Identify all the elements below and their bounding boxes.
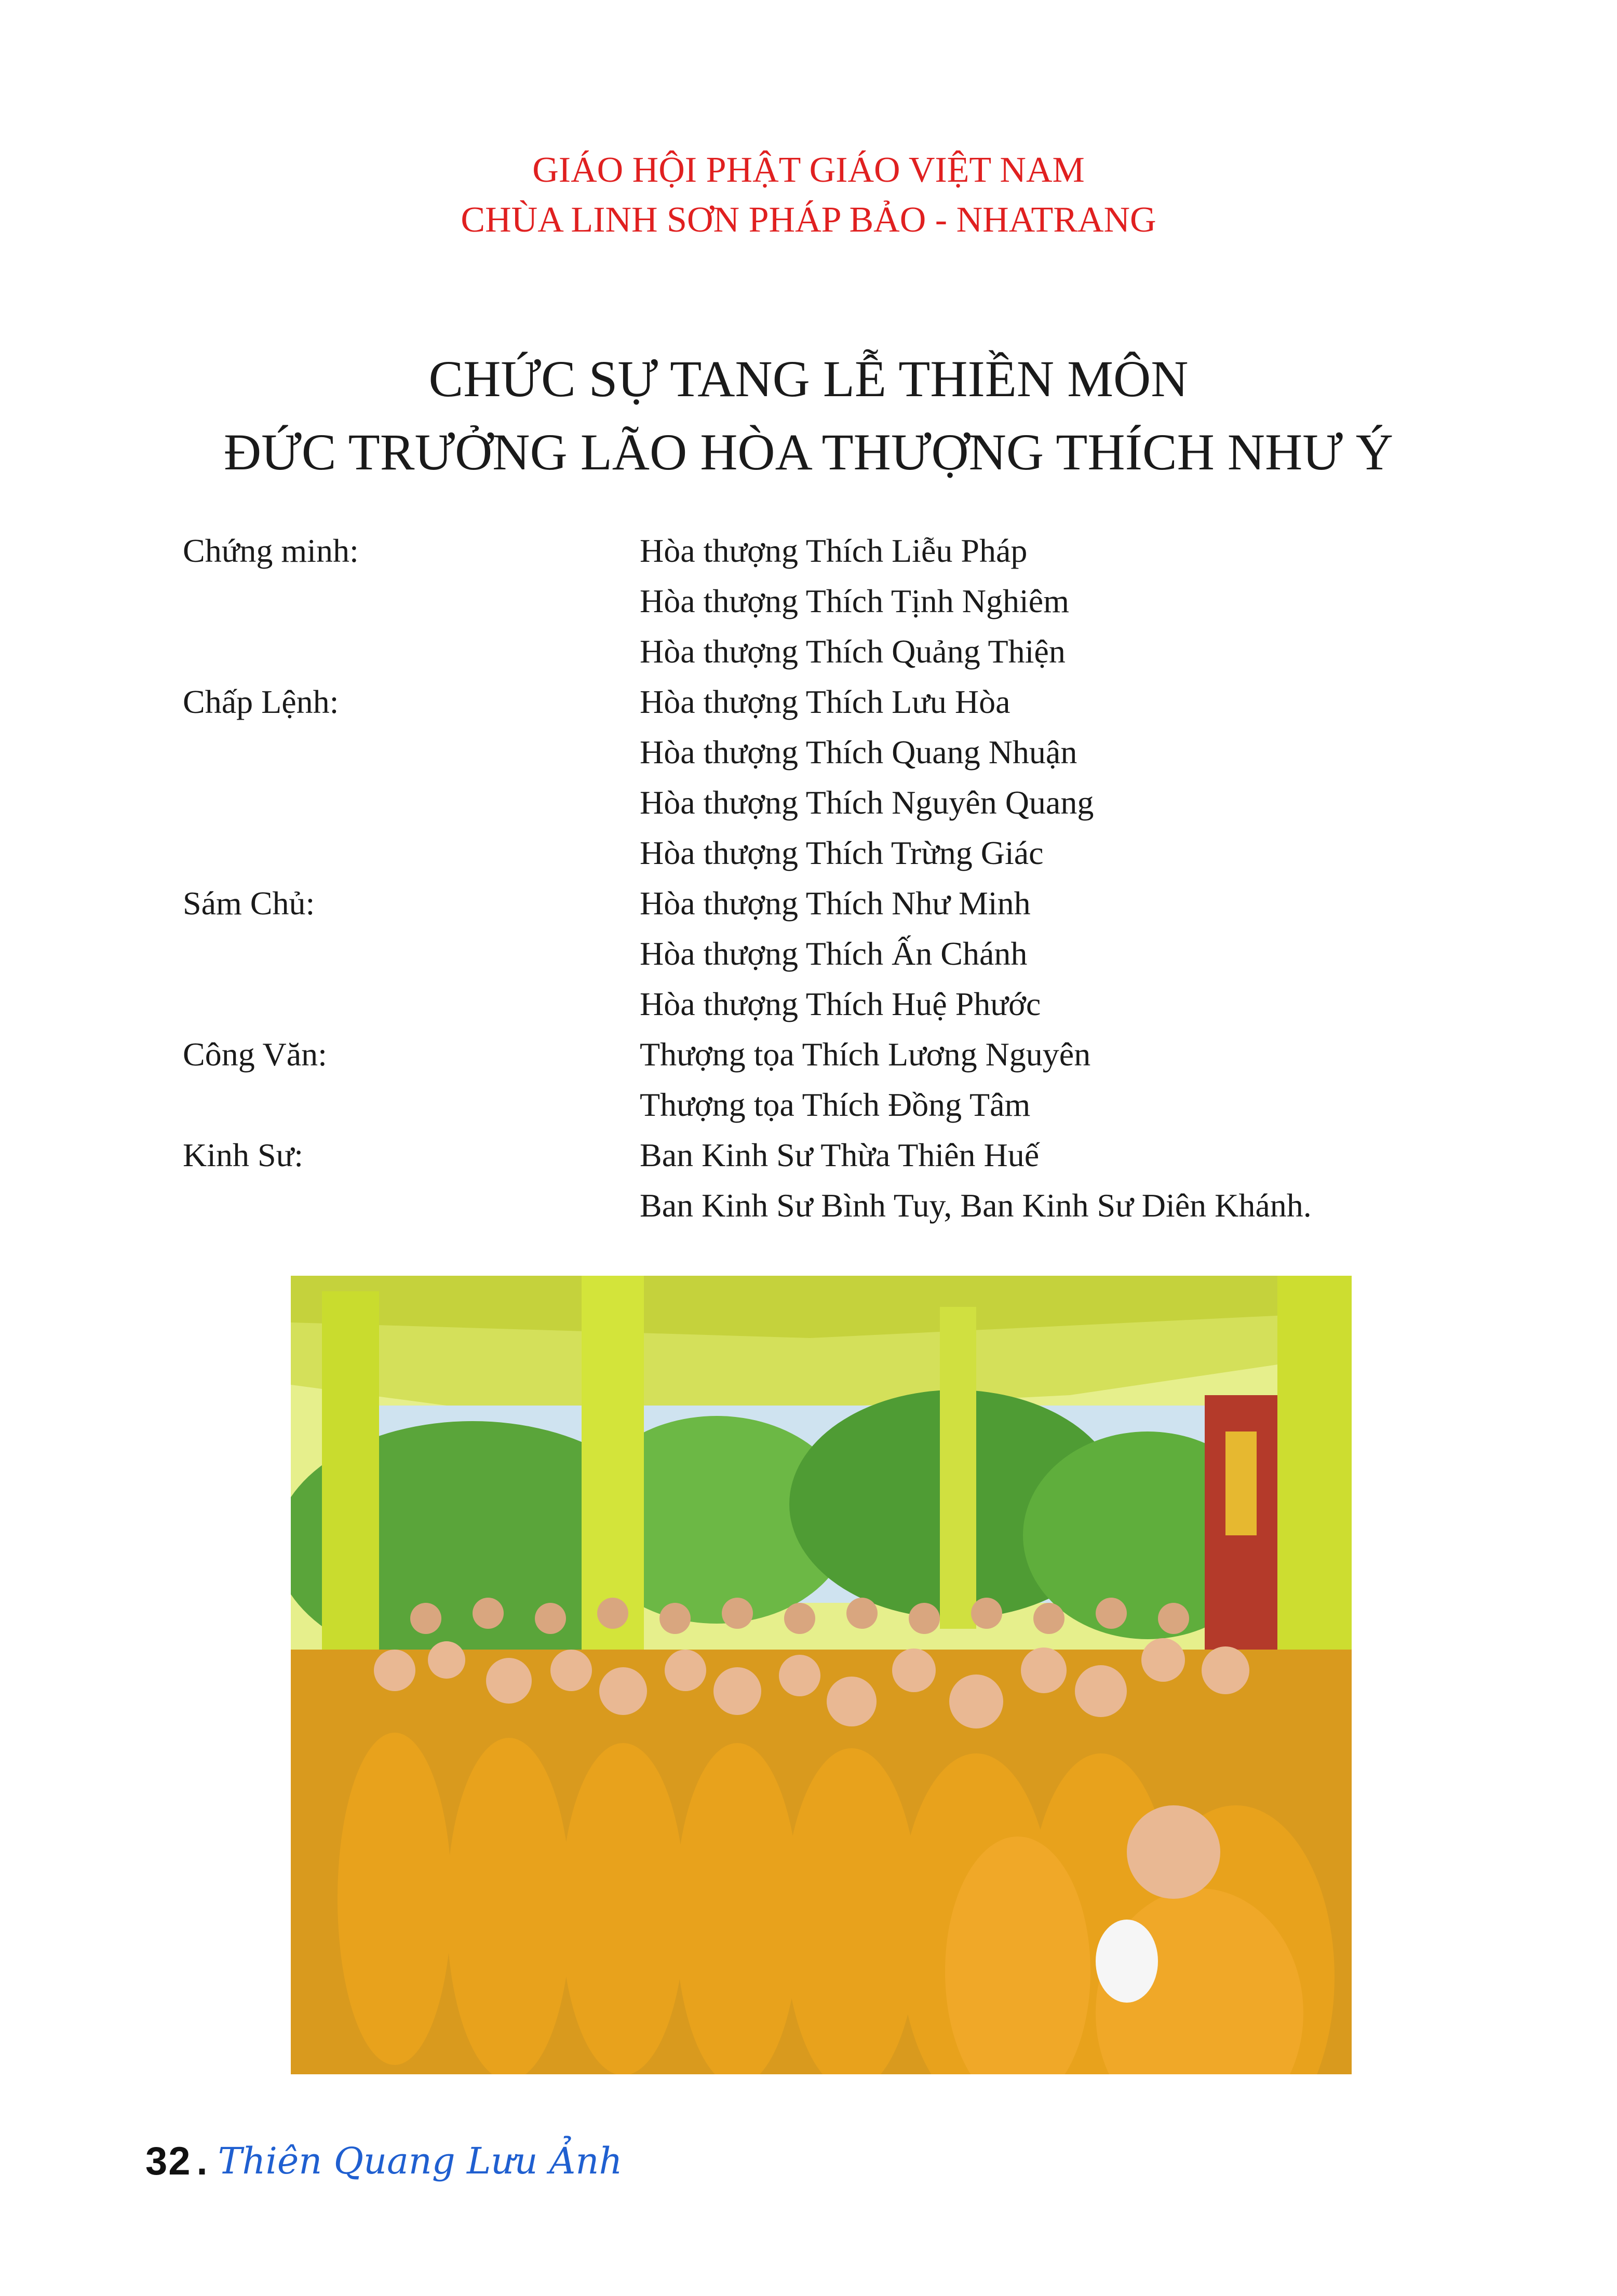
- publication-title: Thiên Quang Lưu Ảnh: [218, 2140, 623, 2182]
- monks-ceremony-illustration: [291, 1276, 1352, 2074]
- header-line-1: GIÁO HỘI PHẬT GIÁO VIỆT NAM: [532, 150, 1085, 190]
- role-label: Chấp Lệnh:: [183, 683, 339, 720]
- role-member-name: Thượng tọa Thích Đồng Tâm: [640, 1086, 1031, 1123]
- role-row: [183, 576, 1481, 626]
- role-member-name: Ban Kinh Sư Thừa Thiên Huế: [640, 1137, 1040, 1173]
- role-member-name: Hòa thượng Thích Tịnh Nghiêm: [640, 583, 1069, 619]
- role-row: [183, 727, 1481, 777]
- role-member-name: Hòa thượng Thích Quảng Thiện: [640, 633, 1066, 670]
- footer-separator: .: [196, 2139, 208, 2183]
- page-number: 32: [145, 2139, 192, 2183]
- role-row: [183, 828, 1481, 878]
- role-row: [183, 525, 1481, 576]
- role-row: [183, 1029, 1481, 1079]
- role-row: [183, 677, 1481, 727]
- role-row: [183, 878, 1481, 928]
- role-row: [183, 777, 1481, 828]
- title-line-1: CHỨC SỰ TANG LỄ THIỀN MÔN: [428, 350, 1189, 408]
- role-member-name: Hòa thượng Thích Ấn Chánh: [640, 935, 1028, 972]
- role-member-name: Hòa thượng Thích Nguyên Quang: [640, 784, 1094, 821]
- role-row: [183, 1180, 1481, 1231]
- ceremony-photo: [291, 1276, 1352, 2074]
- role-row: [183, 928, 1481, 979]
- role-member-name: Thượng tọa Thích Lương Nguyên: [640, 1036, 1091, 1073]
- ceremony-roles-list: [183, 525, 1481, 1231]
- role-label: Sám Chủ:: [183, 885, 315, 922]
- role-row: [183, 1130, 1481, 1180]
- page-footer: [145, 2130, 623, 2192]
- role-member-name: Hòa thượng Thích Liễu Pháp: [640, 532, 1028, 569]
- role-member-name: Hòa thượng Thích Trừng Giác: [640, 834, 1044, 871]
- role-member-name: Hòa thượng Thích Quang Nhuận: [640, 734, 1077, 771]
- role-label: Kinh Sư:: [183, 1137, 304, 1173]
- role-member-name: Ban Kinh Sư Bình Tuy, Ban Kinh Sư Diên Khánh.: [640, 1187, 1312, 1224]
- header-line-2: CHÙA LINH SƠN PHÁP BẢO - NHATRANG: [461, 200, 1156, 240]
- role-row: [183, 1079, 1481, 1130]
- role-member-name: Hòa thượng Thích Như Minh: [640, 885, 1031, 922]
- role-label: Công Văn:: [183, 1036, 327, 1073]
- role-member-name: Hòa thượng Thích Huệ Phước: [640, 985, 1041, 1022]
- role-row: [183, 626, 1481, 677]
- title-line-2: ĐỨC TRƯỞNG LÃO HÒA THƯỢNG THÍCH NHƯ Ý: [223, 423, 1394, 481]
- role-row: [183, 979, 1481, 1029]
- role-member-name: Hòa thượng Thích Lưu Hòa: [640, 683, 1010, 720]
- role-label: Chứng minh:: [183, 532, 359, 569]
